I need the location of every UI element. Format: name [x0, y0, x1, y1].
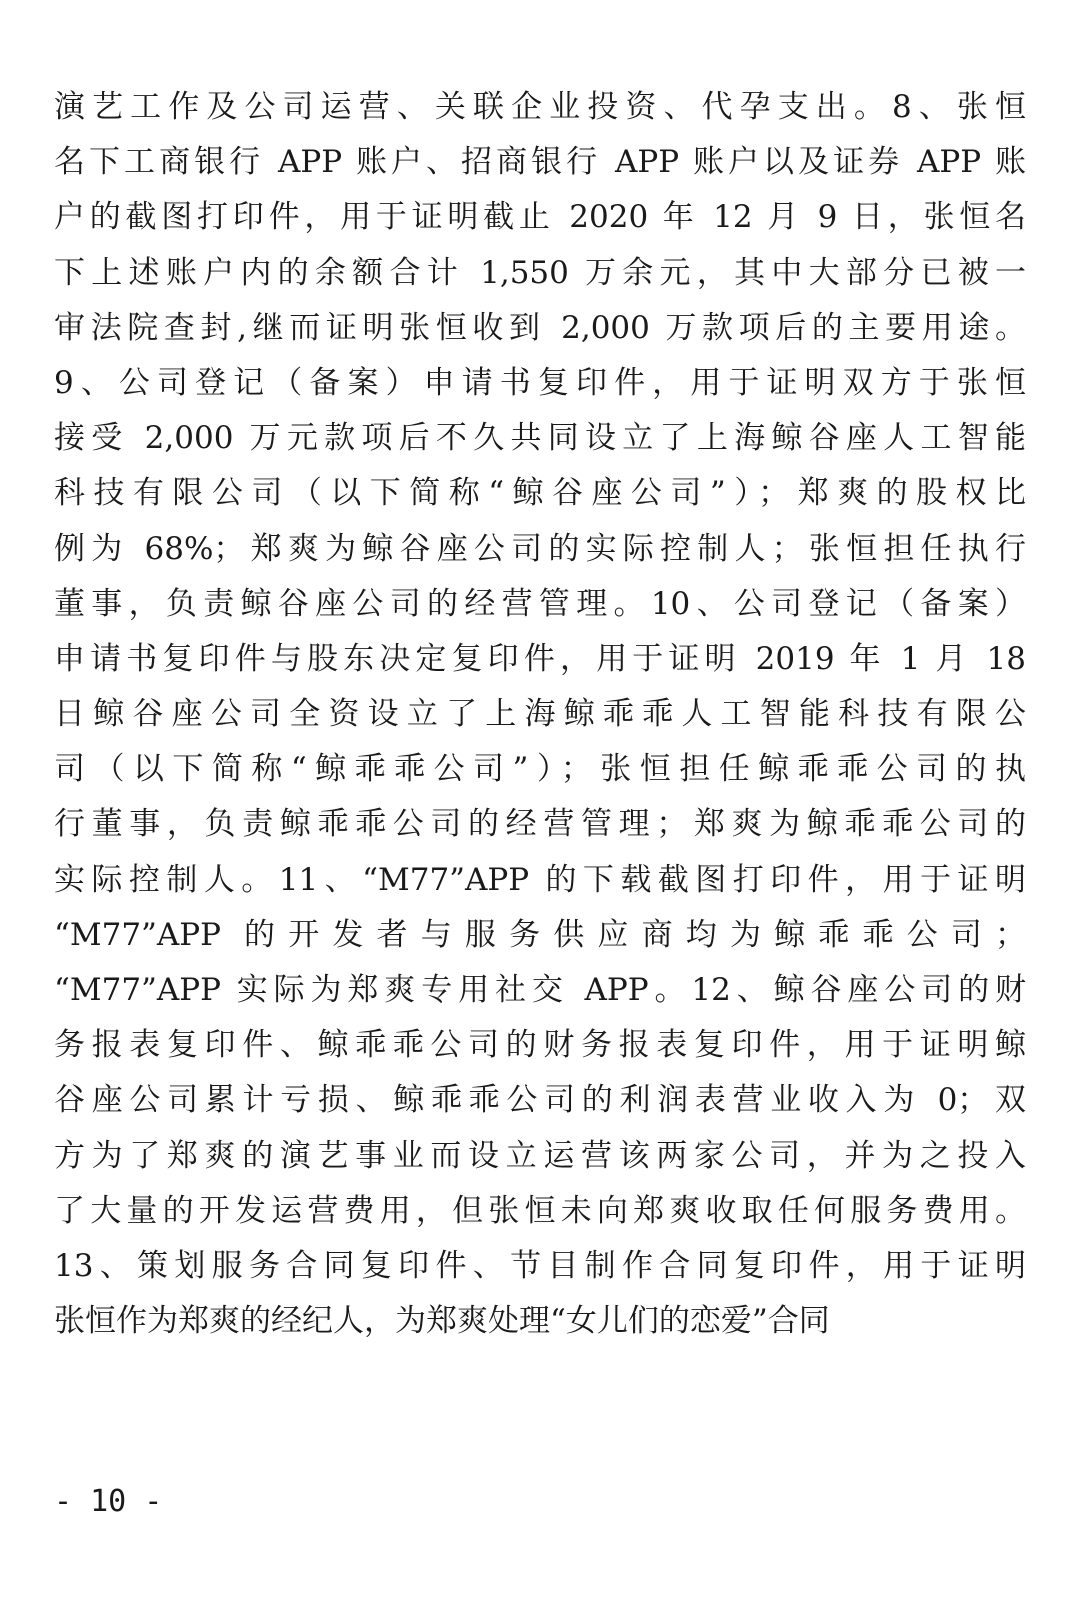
text-line: 司（以下简称“鲸乖乖公司”）；张恒担任鲸乖乖公司的执 — [54, 751, 1026, 788]
text-line: 例为 68%；郑爽为鲸谷座公司的实际控制人；张恒担任执行 — [54, 530, 1026, 567]
text-line: 接受 2,000 万元款项后不久共同设立了上海鲸谷座人工智能 — [54, 420, 1026, 457]
body-text — [54, 80, 1026, 1349]
text-line: 日鲸谷座公司全资设立了上海鲸乖乖人工智能科技有限公 — [54, 696, 1026, 733]
text-line: 9、公司登记（备案）申请书复印件，用于证明双方于张恒 — [54, 364, 1026, 401]
text-line: 董事，负责鲸谷座公司的经营管理。10、公司登记（备案） — [54, 585, 1026, 622]
text-line: 行董事，负责鲸乖乖公司的经营管理；郑爽为鲸乖乖公司的 — [54, 806, 1026, 843]
page-number: - 10 - — [54, 1484, 163, 1519]
text-line: 13、策划服务合同复印件、节目制作合同复印件，用于证明 — [54, 1247, 1026, 1284]
text-line: “M77”APP 实际为郑爽专用社交 APP。12、鲸谷座公司的财 — [54, 972, 1026, 1008]
text-line: 名下工商银行 APP 账户、招商银行 APP 账户以及证券 APP 账 — [54, 144, 1026, 181]
text-line: 户的截图打印件，用于证明截止 2020 年 12 月 9 日，张恒名 — [54, 199, 1026, 236]
text-line: 务报表复印件、鲸乖乖公司的财务报表复印件，用于证明鲸 — [54, 1027, 1026, 1064]
text-line: 申请书复印件与股东决定复印件，用于证明 2019 年 1 月 18 — [54, 640, 1026, 677]
text-line: “M77”APP 的开发者与服务供应商均为鲸乖乖公司； — [54, 916, 1026, 953]
text-line: 了大量的开发运营费用，但张恒未向郑爽收取任何服务费用。 — [54, 1192, 1026, 1229]
text-line: 演艺工作及公司运营、关联企业投资、代孕支出。8、张恒 — [54, 89, 1026, 125]
text-line: 下上述账户内的余额合计 1,550 万余元，其中大部分已被一 — [54, 254, 1026, 291]
text-line: 审法院查封,继而证明张恒收到 2,000 万款项后的主要用途。 — [54, 309, 1026, 346]
text-line: 方为了郑爽的演艺事业而设立运营该两家公司，并为之投入 — [54, 1137, 1026, 1174]
text-line: 张恒作为郑爽的经纪人，为郑爽处理“女儿们的恋爱”合同 — [54, 1303, 830, 1340]
text-line: 谷座公司累计亏损、鲸乖乖公司的利润表营业收入为 0；双 — [54, 1082, 1026, 1119]
text-line: 科技有限公司（以下简称“鲸谷座公司”）；郑爽的股权比 — [54, 475, 1026, 512]
text-line: 实际控制人。11、“M77”APP 的下载截图打印件，用于证明 — [54, 861, 1026, 898]
